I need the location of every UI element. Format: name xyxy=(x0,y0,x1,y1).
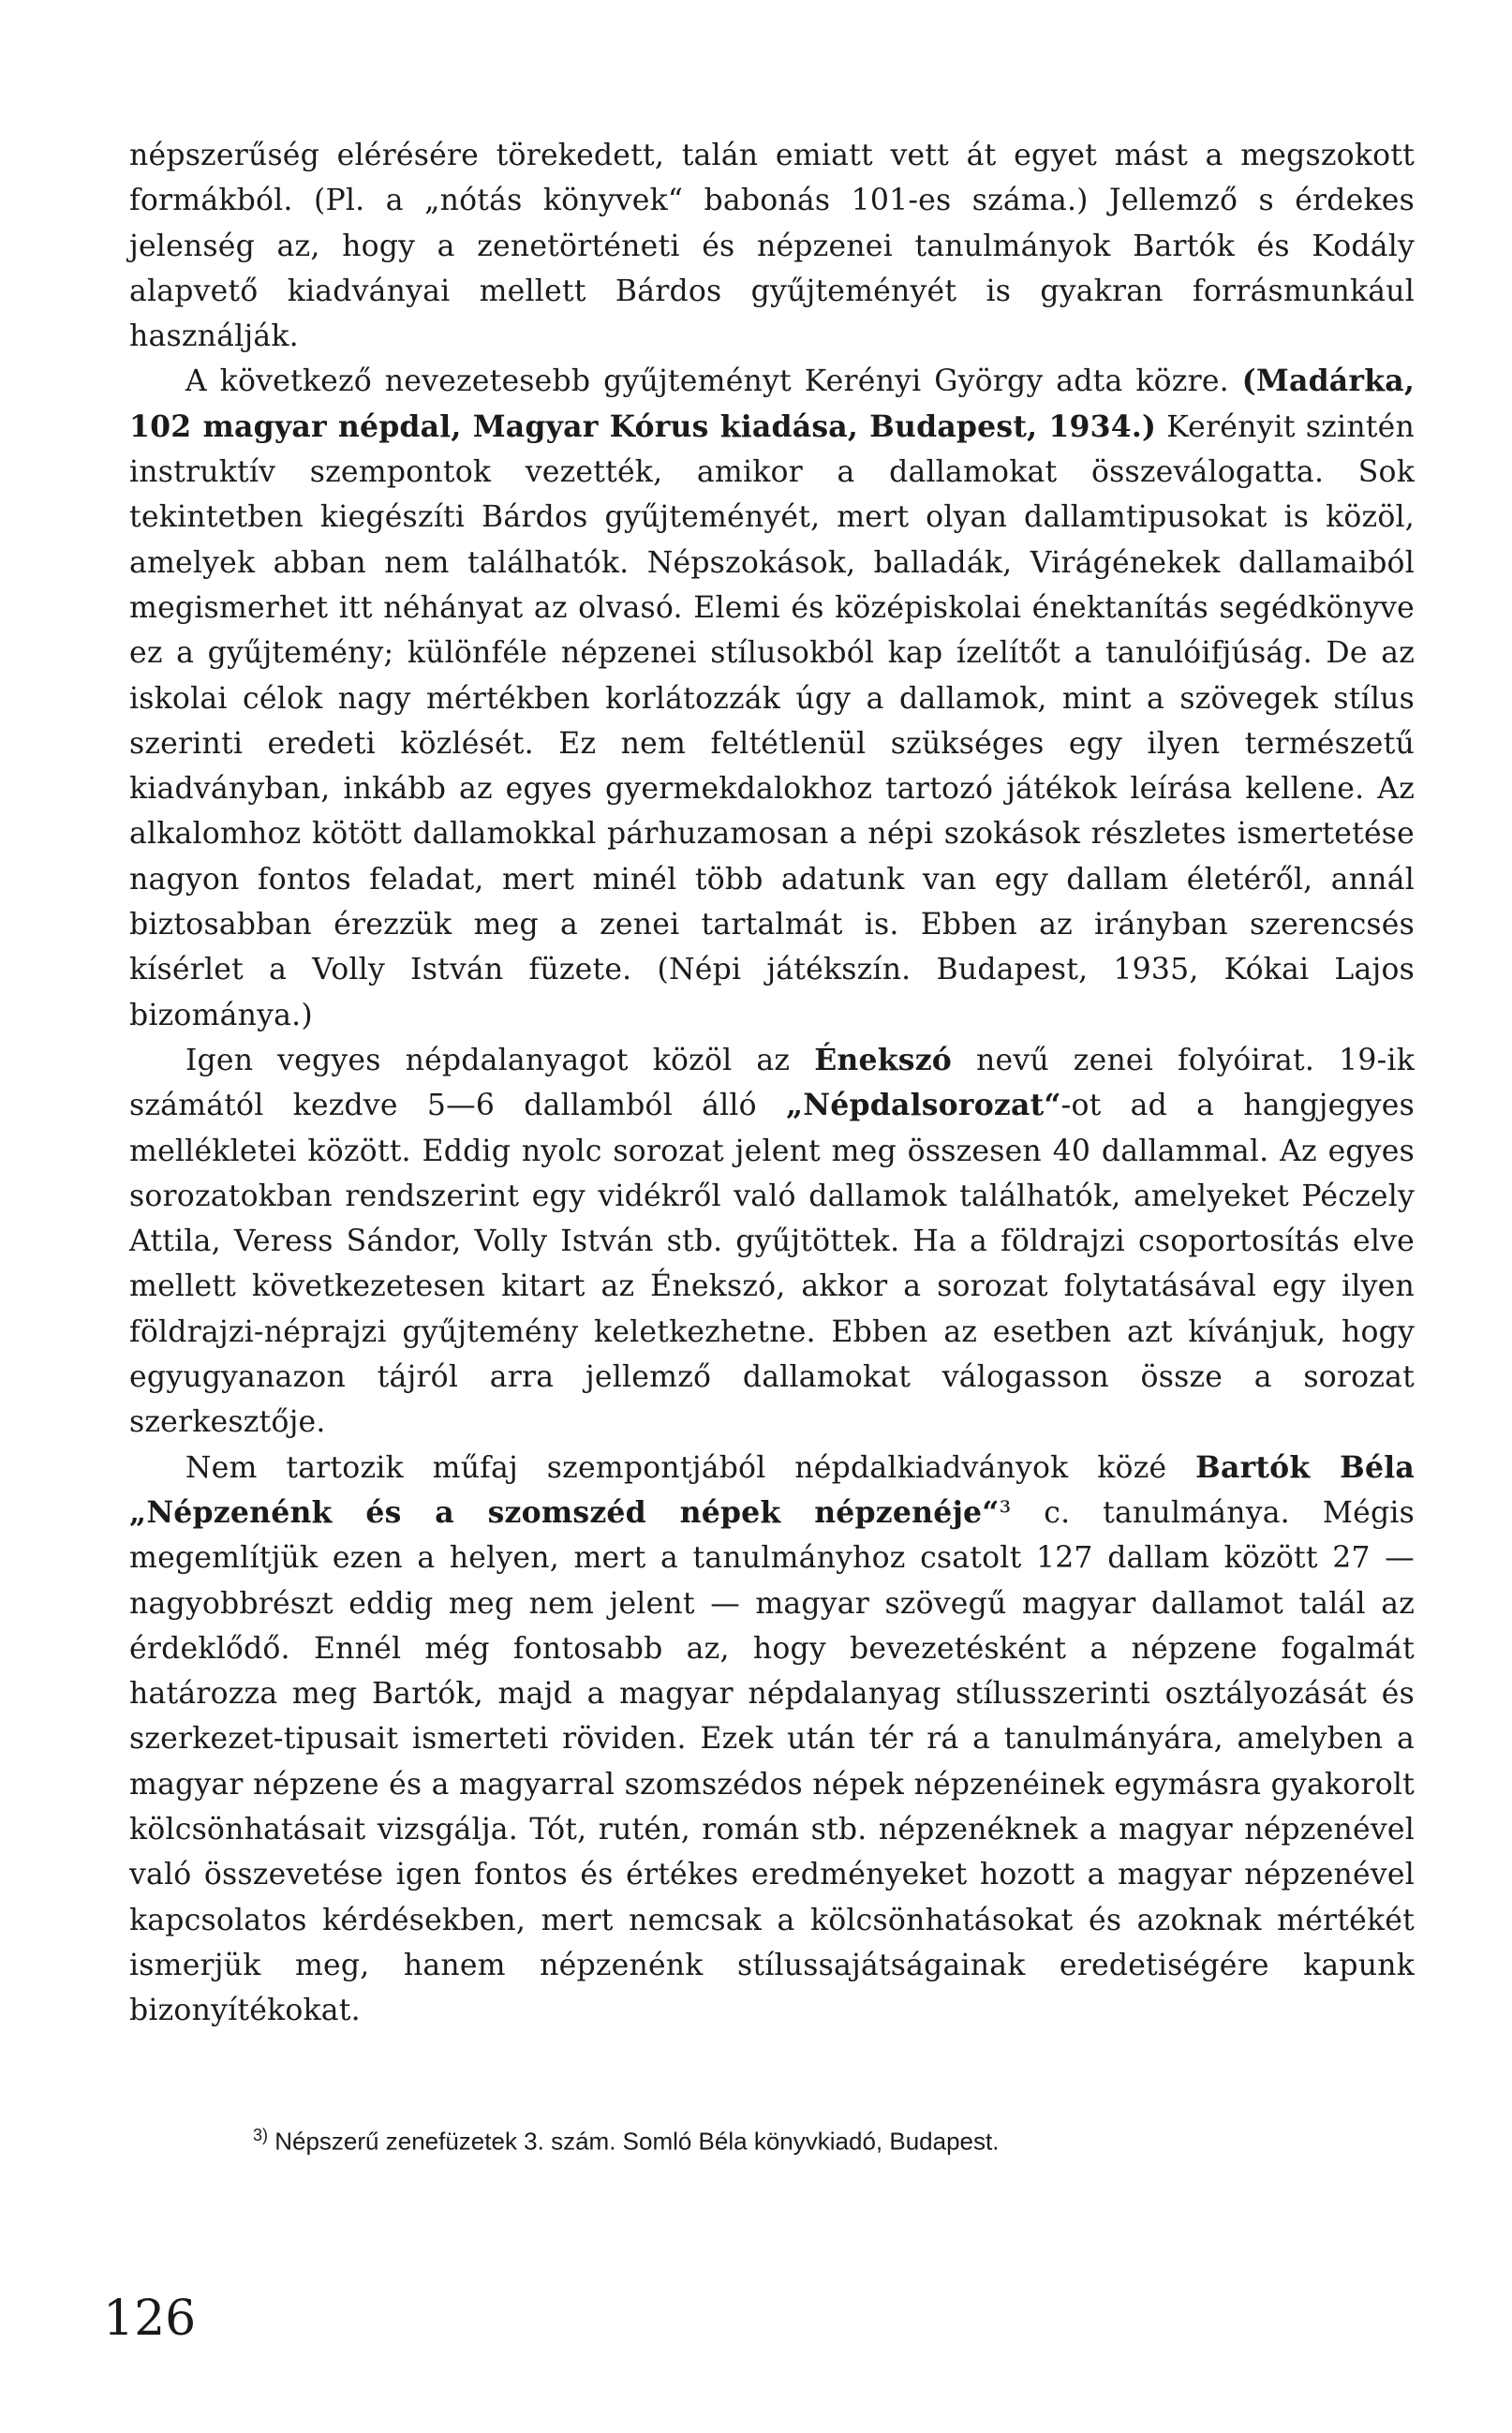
paragraph-3 xyxy=(129,1038,1415,1446)
paragraph-3-series-name: „Népdalsorozat“ xyxy=(785,1088,1061,1123)
paragraph-1 xyxy=(129,133,1415,359)
paragraph-3-text-b: nevű zenei folyóirat. 19-ik számától kezdve 5—6 dallamból álló xyxy=(129,1043,1415,1123)
paragraph-4 xyxy=(129,1446,1415,2034)
paragraph-4-text-a: Nem tartozik műfaj szempontjából népdalkiadványok közé xyxy=(185,1450,1196,1485)
paragraph-4-text-b: ³ c. tanulmánya. Mégis megemlítjük ezen a helyen, mert a tanulmányhoz csatolt 127 dallam között 27 — nagyobbrészt eddig meg nem jelent — magyar szövegű magyar dallamot talál az érdeklődő. Ennél még fontosabb az, hogy bevezetésként a népzene fogalmát határozza meg Bartók, majd a magyar népdalanyag stílusszerinti osztályozását és szerkezet-tipusait ismerteti röviden. Ezek után tér rá a tanulmányára, amelyben a magyar népzene és a magyarral szomszédos népek népzenéinek egymásra gyakorolt kölcsönhatásait vizsgálja. Tót, rutén, román stb. népzenéknek a magyar népzenével való összevetése igen fontos és értékes eredményeket hozott a magyar népzenével kapcsolatos kérdésekben, mert nemcsak a kölcsönhatásokat és azoknak mértékét ismerjük meg, hanem népzenénk stílussajátságainak eredetiségére kapunk bizonyítékokat. xyxy=(129,1495,1415,2028)
paragraph-2-citation: (Madárka, 102 magyar népdal, Magyar Kórus kiadása, Budapest, 1934.) xyxy=(129,363,1415,444)
footnote-text: Népszerű zenefüzetek 3. szám. Somló Béla könyvkiadó, Budapest. xyxy=(268,2127,1000,2156)
footnote xyxy=(253,2119,1415,2158)
paragraph-3-text-a: Igen vegyes népdalanyagot közöl az xyxy=(185,1043,815,1077)
paragraph-4-work-title: Bartók Béla „Népzenénk és a szomszéd népek népzenéje“ xyxy=(129,1449,1415,1530)
paragraph-3-text-c: -ot ad a hangjegyes mellékletei között. Eddig nyolc sorozat jelent meg összesen 40 dallammal. Az egyes sorozatokban rendszerint egy vidékről való dallamok találhatók, amelyeket Péczely Attila, Veress Sándor, Volly István stb. gyűjtöttek. Ha a földrajzi csoportosítás elve mellett következetesen kitart az Énekszó, akkor a sorozat folytatásával egy ilyen földrajzi-néprajzi gyűjtemény keletkezhetne. Ebben az esetben azt kívánjuk, hogy egyugyanazon tájról arra jellemző dallamokat válogasson össze a sorozat szerkesztője. xyxy=(129,1089,1415,1440)
paragraph-2-text-b: Kerényit szintén instruktív szempontok vezették, amikor a dallamokat összeválogatta. Sok tekintetben kiegészíti Bárdos gyűjteményét, mert olyan dallamtipusokat is közöl, amelyek abban nem találhatók. Népszokások, balladák, Virágénekek dallamaiból megismerhet itt néhányat az olvasó. Elemi és középiskolai énektanítás segédkönyve ez a gyűjtemény; különféle népzenei stílusokból kap ízelítőt a tanulóifjúság. De az iskolai célok nagy mértékben korlátozzák úgy a dallamok, mint a szövegek stílus szerinti eredeti közlését. Ez nem feltétlenül szükséges egy ilyen természetű kiadványban, inkább az egyes gyermekdalokhoz tartozó játékok leírása kellene. Az alkalomhoz kötött dallamokkal párhuzamosan a népi szokások részletes ismertetése nagyon fontos feladat, mert minél több adatunk van egy dallam életéről, annál biztosabban érezzük meg a zenei tartalmát is. Ebben az irányban szerencsés kísérlet a Volly István füzete. (Népi játékszín. Budapest, 1935, Kókai Lajos bizománya.) xyxy=(129,409,1415,1032)
paragraph-3-journal-name: Énekszó xyxy=(814,1042,952,1077)
page-number: 126 xyxy=(103,2291,197,2347)
footnote-marker: 3) xyxy=(253,2126,269,2144)
body-text xyxy=(129,133,1415,2033)
paragraph-1-text: népszerűség elérésére törekedett, talán emiatt vett át egyet mást a megszokott formákból. (Pl. a „nótás könyvek“ babonás 101-es száma.) Jellemző s érdekes jelenség az, hogy a zenetörténeti és népzenei tanulmányok Bartók és Kodály alapvető kiadványai mellett Bárdos gyűjteményét is gyakran forrásmunkául használják. xyxy=(129,139,1415,354)
paragraph-2 xyxy=(129,359,1415,1037)
paragraph-2-text-a: A következő nevezetesebb gyűjteményt Kerényi György adta közre. xyxy=(185,364,1242,399)
